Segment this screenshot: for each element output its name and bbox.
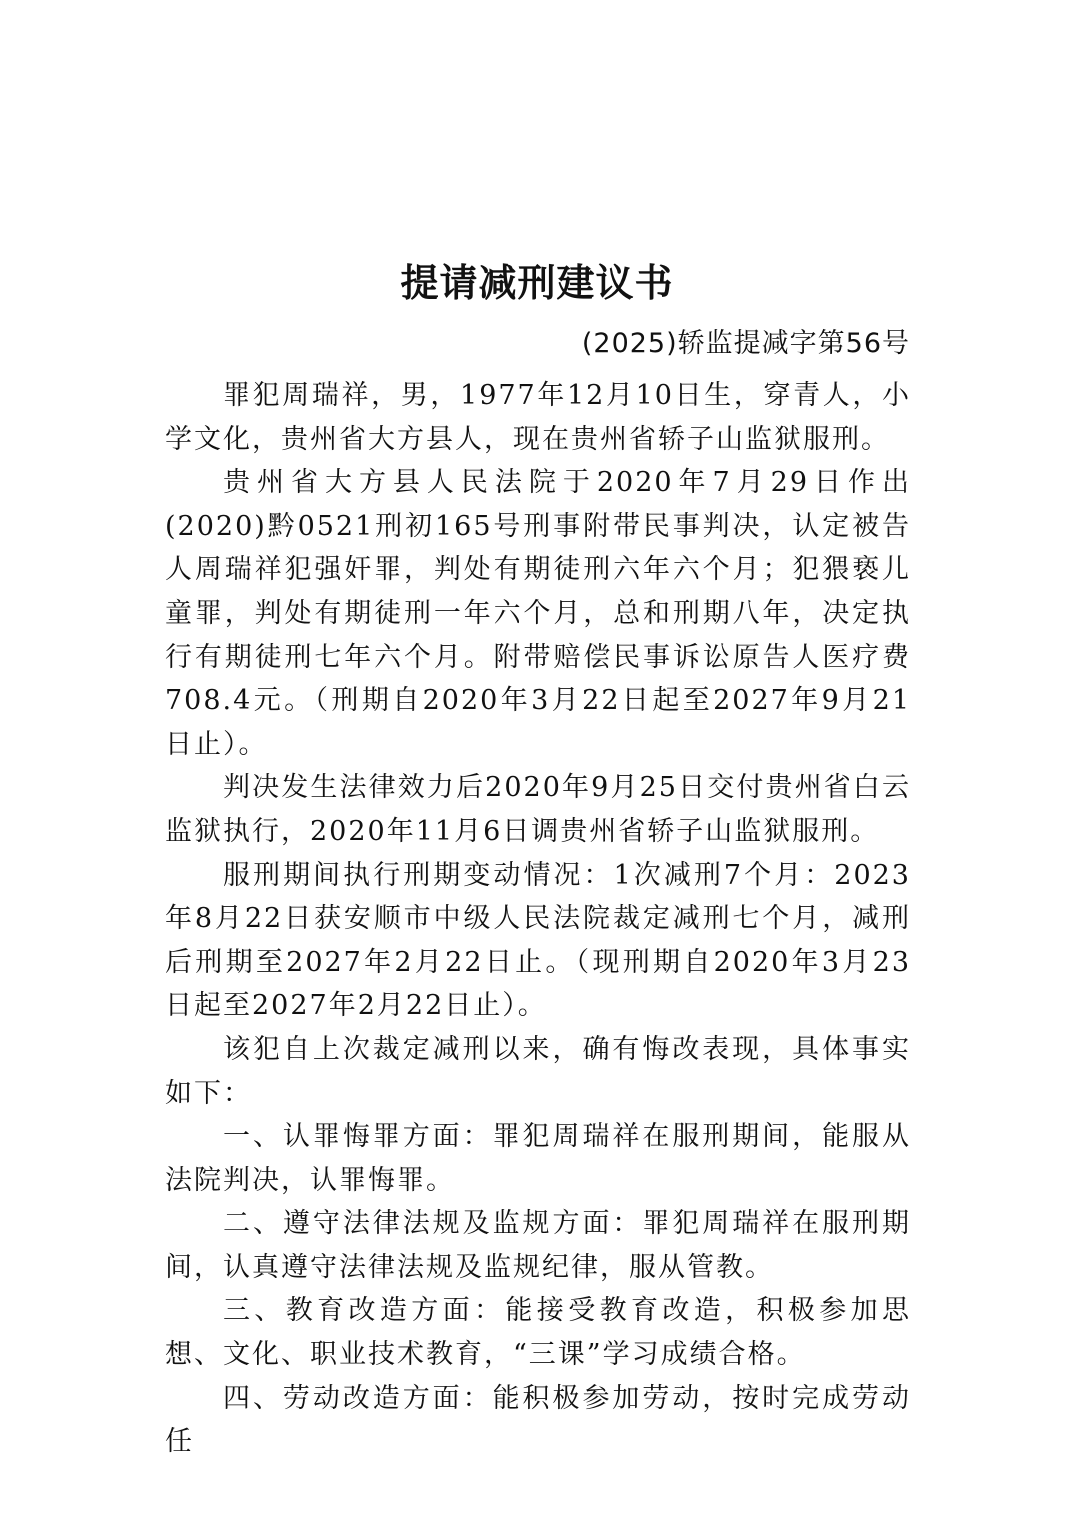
document-title: 提请减刑建议书 xyxy=(400,260,674,305)
paragraph-sentence-changes: 服刑期间执行刑期变动情况：1次减刑7个月：2023年8月22日获安顺市中级人民法院裁定减刑七个月，减刑后刑期至2027年2月22日止。（现刑期自2020年3月23日起至2027年2月22日止）。 xyxy=(165,859,911,1022)
document-body xyxy=(165,374,911,1464)
paragraph-execution: 判决发生法律效力后2020年9月25日交付贵州省白云监狱执行，2020年11月6日调贵州省轿子山监狱服刑。 xyxy=(165,772,911,847)
paragraph-judgment: 贵州省大方县人民法院于2020年7月29日作出(2020)黔0521刑初165号刑事附带民事判决，认定被告人周瑞祥犯强奸罪，判处有期徒刑六年六个月；犯猥亵儿童罪，判处有期徒刑一年六个月，总和刑期八年，决定执行有期徒刑七年六个月。附带赔偿民事诉讼原告人医疗费708.4元。（刑期自2020年3月22日起至2027年9月21日止）。 xyxy=(165,467,911,760)
paragraph-repentance-intro: 该犯自上次裁定减刑以来，确有悔改表现，具体事实如下： xyxy=(165,1033,911,1109)
paragraph-item-3: 三、教育改造方面：能接受教育改造，积极参加思想、文化、职业技术教育，“三课”学习成绩合格。 xyxy=(165,1295,911,1371)
paragraph-item-4: 四、劳动改造方面：能积极参加劳动，按时完成劳动任 xyxy=(165,1382,911,1458)
document-number: (2025)轿监提减字第56号 xyxy=(581,328,910,359)
paragraph-item-2: 二、遵守法律法规及监规方面：罪犯周瑞祥在服刑期间，认真遵守法律法规及监规纪律，服从管教。 xyxy=(165,1208,911,1283)
paragraph-basic-info: 罪犯周瑞祥，男，1977年12月10日生，穿青人，小学文化，贵州省大方县人，现在贵州省轿子山监狱服刑。 xyxy=(165,380,911,455)
paragraph-item-1: 一、认罪悔罪方面：罪犯周瑞祥在服刑期间，能服从法院判决，认罪悔罪。 xyxy=(165,1121,911,1196)
